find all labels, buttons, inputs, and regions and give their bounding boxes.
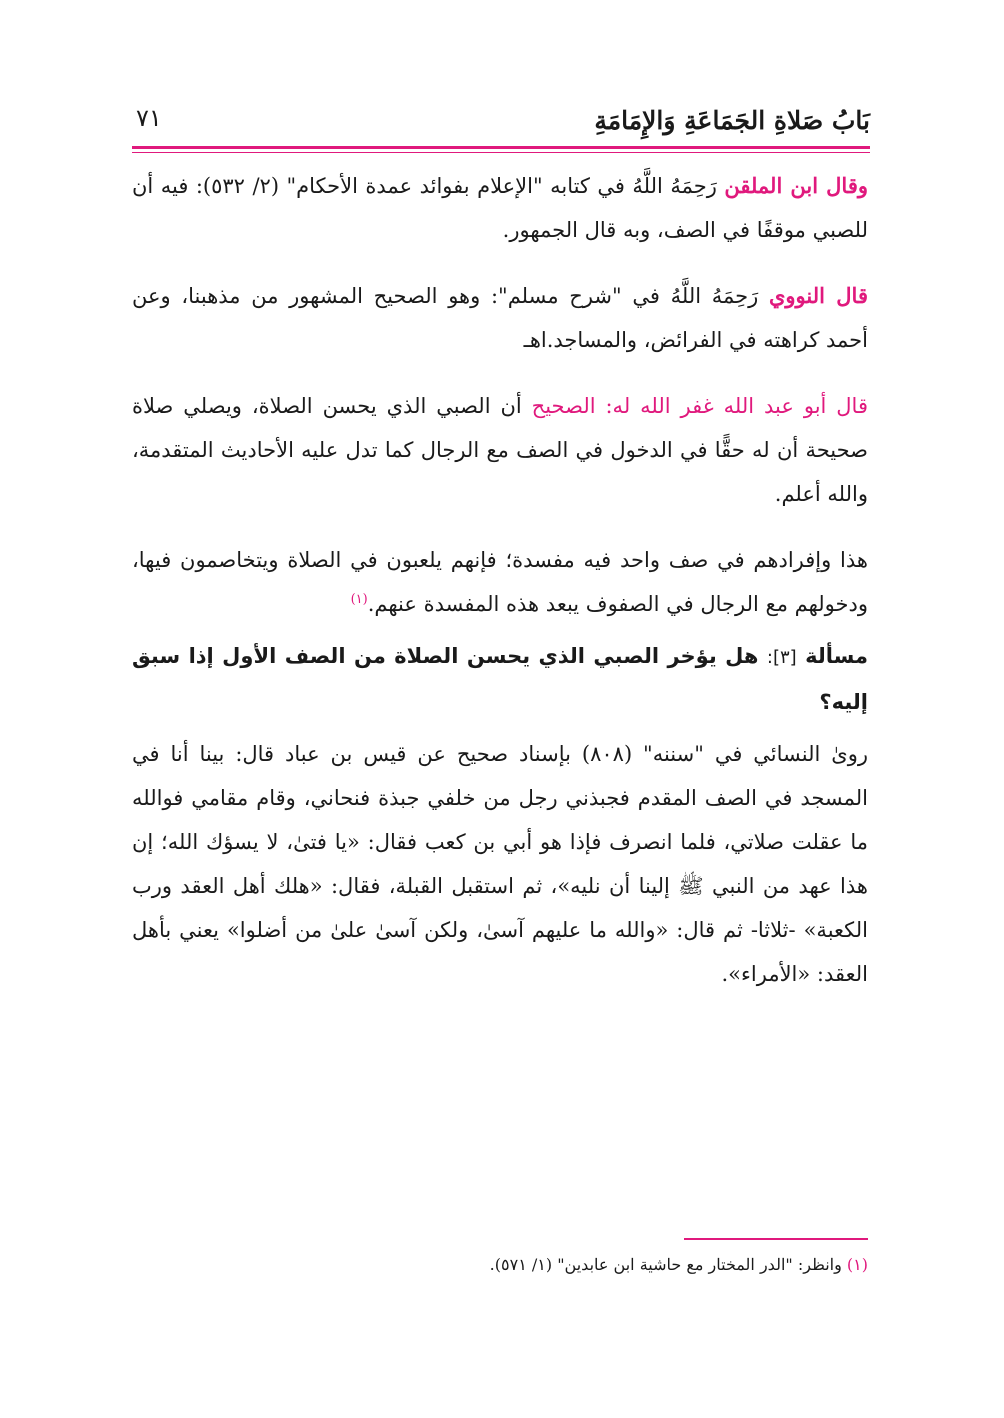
scholar-name: قال النووي — [768, 283, 868, 308]
footnote-divider — [684, 1238, 868, 1240]
paragraph-ibn-al-mulaqqin — [132, 164, 868, 252]
chapter-title: بَابُ صَلاةِ الجَمَاعَةِ وَالإِمَامَةِ — [594, 106, 870, 135]
issue-number: [٣]: — [766, 647, 797, 668]
paragraph-text: أن الصبي الذي يحسن الصلاة، ويصلي صلاة صحيحة أن له حقًّا في الدخول في الصف مع الرجال كما تدل عليه الأحاديث المتقدمة، والله أعلم. — [132, 394, 868, 506]
paragraph-nasai-hadith — [132, 732, 868, 996]
page-number: ٧١ — [136, 104, 162, 132]
paragraph-author-opinion — [132, 384, 868, 516]
page-body — [132, 164, 868, 1018]
header-rule-thin — [132, 152, 870, 153]
paragraph-separation — [132, 538, 868, 626]
paragraph-text: روىٰ النسائي في "سننه" (٨٠٨) بإسناد صحيح عن قيس بن عباد قال: بينا أنا في المسجد في الصف المقدم فجبذني رجل من خلفي جبذة فنحاني، وقام مقامي فوالله ما عقلت صلاتي، فلما انصرف فإذا هو أبي بن كعب فقال: «يا فتىٰ، لا يسؤك الله؛ إن هذا عهد من النبي ﷺ إلينا أن نليه»، ثم استقبل القبلة، فقال: «هلك أهل العقد ورب الكعبة» -ثلاثا- ثم قال: «والله ما عليهم آسىٰ، ولكن آسىٰ علىٰ من أضلوا» يعني بأهل العقد: «الأمراء». — [132, 742, 868, 986]
header-rule-thick — [132, 146, 870, 149]
page-header — [132, 98, 870, 148]
issue-title: هل يؤخر الصبي الذي يحسن الصلاة من الصف الأول إذا سبق إليه؟ — [132, 644, 868, 714]
footnote-text: وانظر: "الدر المختار مع حاشية ابن عابدين" (١/ ٥٧١). — [489, 1255, 847, 1274]
paragraph-text: رَحِمَهُ اللَّهُ في "شرح مسلم": وهو الصحيح المشهور من مذهبنا، وعن أحمد كراهته في الفرائض، والمساجد.اهـ — [132, 284, 868, 352]
scholar-name: وقال ابن الملقن — [724, 173, 869, 198]
paragraph-text: رَحِمَهُ اللَّهُ في كتابه "الإعلام بفوائد عمدة الأحكام" (٢/ ٥٣٢): فيه أن للصبي موقفًا في الصف، وبه قال الجمهور. — [132, 174, 868, 242]
footnote — [132, 1252, 868, 1278]
issue-label: مسألة — [796, 644, 868, 668]
paragraph-text: هذا وإفرادهم في صف واحد فيه مفسدة؛ فإنهم يلعبون في الصلاة ويتخاصمون فيها، ودخولهم مع الرجال في الصفوف يبعد هذه المفسدة عنهم. — [132, 548, 868, 616]
footnote-reference: (١) — [350, 592, 368, 607]
issue-heading — [132, 634, 868, 724]
author-statement: قال أبو عبد الله غفر الله له: الصحيح — [531, 394, 868, 418]
footnote-mark: (١) — [846, 1255, 868, 1274]
paragraph-nawawi — [132, 274, 868, 362]
